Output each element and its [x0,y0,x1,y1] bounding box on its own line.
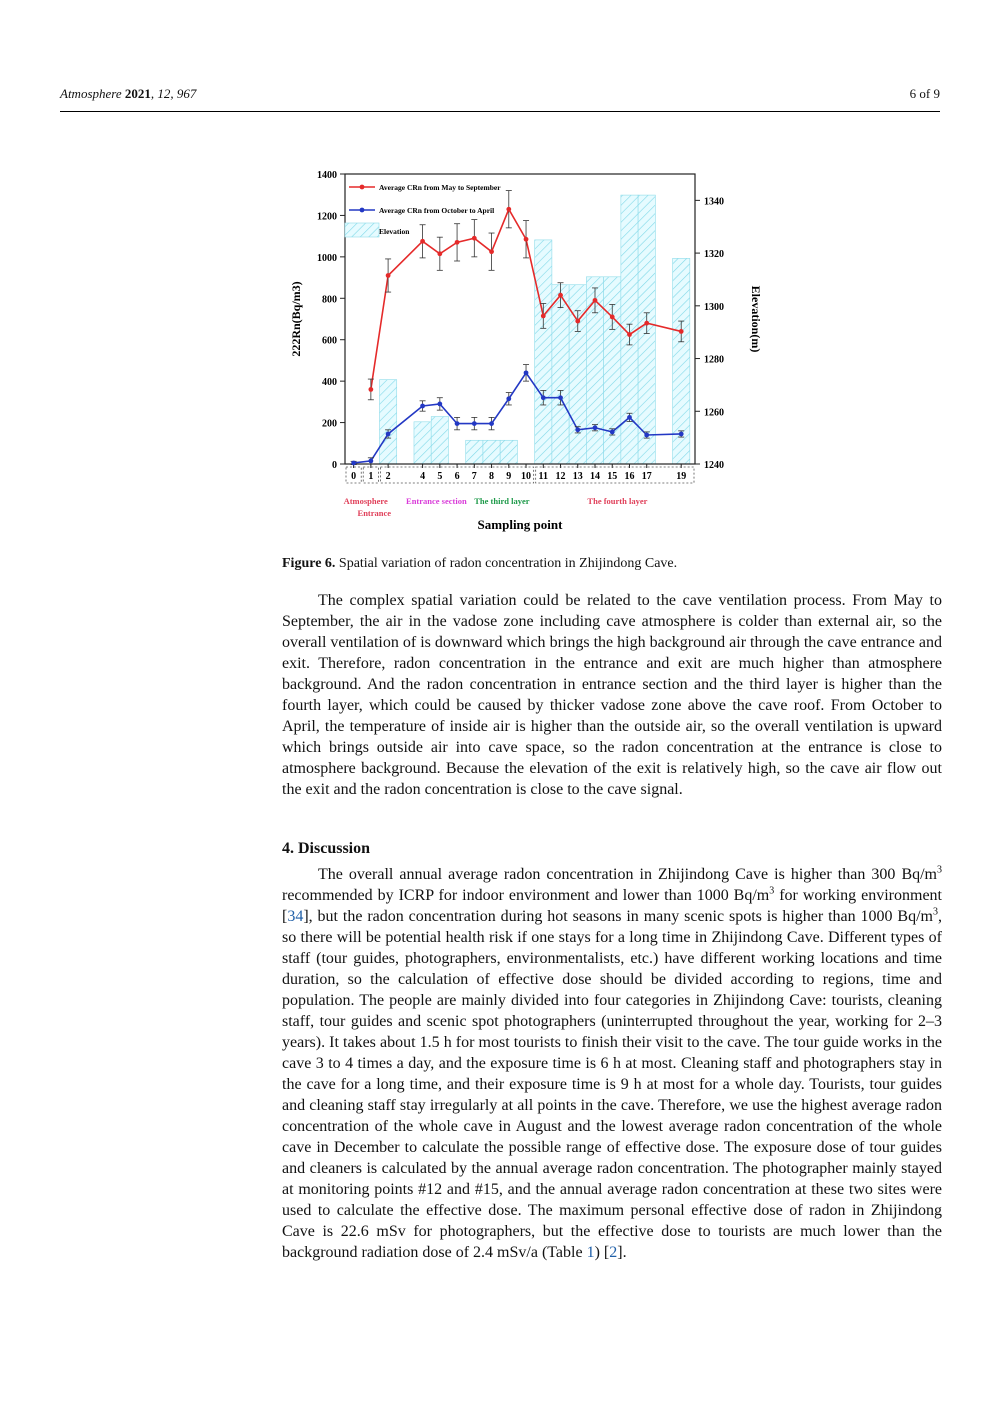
x-tick-label: 10 [521,471,532,482]
region-label: The fourth layer [587,496,648,506]
y-axis-title: 222Rn(Bq/m3) [289,281,303,357]
figure-caption [282,556,942,572]
data-point [541,395,546,400]
data-point [368,387,373,392]
data-point [679,432,684,437]
x-tick-label: 19 [676,471,687,482]
data-point [644,433,649,438]
y-tick-label: 800 [322,294,337,306]
data-point [351,461,356,466]
citation-2[interactable]: 2 [609,1244,618,1261]
p2-part-g: ]. [617,1244,627,1261]
y-tick-label: 0 [332,460,337,471]
legend-marker [360,185,365,190]
y2-tick-label: 1340 [704,196,724,208]
radon-chart [282,162,762,542]
x-tick-label: 11 [538,471,549,482]
p2-part-e: , so there will be potential health risk if one stays for a long time in Zhijindong Cave. Different types of staff (tour guides, photographers, environmentalists, etc.) have different working locations and time duration, so the calculation of effective dose should be divided according to regions, time and population. The people are mainly divided into four categories in Zhijindong Cave: tourists, cleaning staff, tour guides and scenic spot photographers (uninterrupted throughout the year, working for 2–3 years). It takes about 1.5 h for most tourists to finish their visit to the cave. The tour guide works in the cave 3 to 4 times a day, and the exposure time is 6 h at most. Cleaning staff and photographers stay in the cave for a long time, and their exposure time is 9 h at most for a whole day. Tourists, tour guides and cleaning staff stay irregularly at all points in the cave. Therefore, we use the highest average radon concentration of the whole cave in August and the lowest average radon concentration of the whole cave in December to calculate the possible range of effective dose. The exposure dose of tour guides and cleaners is calculated by the annual average radon concentration. The photographer mainly stayed at monitoring points #12 and #15, and the annual average radon concentration at these two sites were used to calculate the effective dose. The maximum personal effective dose of radon in Zhijindong Cave is 22.6 mSv for photographers, but the effective dose to tourists are much lower than the background radiation dose of 2.4 mSv/a (Table [282,908,942,1261]
y-tick-label: 1200 [317,211,337,223]
legend-swatch [345,223,379,237]
y2-tick-label: 1280 [704,354,724,366]
data-point [558,293,563,298]
data-point [420,404,425,409]
y-tick-label: 1000 [317,252,337,264]
data-point [420,239,425,244]
data-point [472,236,477,241]
data-point [489,421,494,426]
journal-volume: , 12, 967 [150,86,197,101]
caption-label: Figure 6. [282,556,336,571]
x-tick-label: 13 [572,471,583,482]
x-tick-label: 1 [368,471,374,482]
figure-6 [282,162,762,542]
data-point [506,396,511,401]
x-tick-label: 7 [471,471,477,482]
y-tick-label: 400 [322,377,337,389]
data-point [506,207,511,212]
data-point [455,421,460,426]
y2-axis-title: Elevation(m) [749,285,762,353]
p2-part-d: ], but the radon concentration during hot seasons in many scenic spots is higher than 1000 Bq/m [303,908,933,925]
data-point [541,313,546,318]
p2-part-a: The overall annual average radon concentration in Zhijindong Cave is higher than 300 Bq/m [318,866,937,883]
data-point [524,237,529,242]
elevation-bar [535,240,552,464]
journal-year: 2021 [124,86,151,101]
elevation-bar [552,285,569,464]
p2-sup-2: 3 [769,885,775,897]
p2-sup-3: 3 [933,906,938,918]
elevation-bar [379,380,396,464]
caption-text: Spatial variation of radon concentration in Zhijindong Cave. [335,556,678,571]
legend-label: Average CRn from May to September [379,183,501,192]
region-label: Entrance [357,508,392,518]
citation-34[interactable]: 34 [287,908,304,925]
x-tick-label: 15 [607,471,618,482]
x-axis-title: Sampling point [477,517,563,532]
data-point [627,332,632,337]
x-tick-label: 16 [624,471,635,482]
elevation-bar [500,440,517,464]
x-tick-label: 0 [351,471,357,482]
y2-tick-label: 1240 [704,460,724,471]
journal-citation [60,86,196,102]
elevation-bar [483,440,500,464]
region-label: The third layer [474,496,530,506]
p2-part-b: recommended by ICRP for indoor environment and lower than 1000 Bq/m [282,887,770,904]
x-tick-label: 14 [590,471,600,482]
data-point [575,427,580,432]
y2-tick-label: 1300 [704,301,724,313]
p2-part-f: ) [ [594,1244,610,1261]
data-point [593,425,598,430]
data-point [575,319,580,324]
x-tick-label: 9 [506,471,512,482]
data-point [558,395,563,400]
data-point [455,240,460,245]
elevation-bar [431,417,448,464]
paragraph-ventilation: The complex spatial variation could be related to the cave ventilation process. From May to September, the air in the vadose zone including cave atmosphere is colder than external air, so the overall ventilation of is downward which brings the high background air through the cave entrance and exit. Therefore, radon concentration in the entrance and exit are much higher than atmosphere background. And the radon concentration in entrance section and the third layer is higher than the fourth layer, which could be caused by thicker vadose zone above the cave roof. From October to April, the temperature of inside air is higher than the outside air, so the overall ventilation is upward which brings outside air into cave space, so the radon concentration at the entrance is close to atmosphere background. Because the elevation of the exit is relatively high, so the cave air flow out the exit and the radon concentration is close to the cave signal. [282,592,942,798]
y2-tick-label: 1320 [704,249,724,261]
data-point [437,402,442,407]
data-point [610,315,615,320]
region-label: Entrance section [406,496,467,506]
data-point [386,273,391,278]
paragraph-discussion [282,864,942,1263]
x-tick-label: 2 [385,471,391,482]
data-point [593,298,598,303]
x-tick-label: 12 [555,471,566,482]
legend-marker [360,208,365,213]
legend-label: Elevation [379,227,410,236]
p2-part-c: for working environment [ [282,887,942,925]
data-point [472,421,477,426]
page-header [60,86,940,106]
data-point [437,251,442,256]
journal-name: Atmosphere [60,86,122,101]
x-tick-label: 17 [641,471,652,482]
x-tick-label: 8 [489,471,495,482]
data-point [627,415,632,420]
y-tick-label: 600 [322,335,337,347]
data-point [679,329,684,334]
table-1-link[interactable]: 1 [586,1244,595,1261]
data-point [644,321,649,326]
data-point [489,249,494,254]
data-point [610,429,615,434]
y2-tick-label: 1260 [704,407,724,419]
data-point [524,370,529,375]
elevation-bar [414,422,431,464]
p2-sup-1: 3 [937,864,942,876]
x-tick-label: 4 [420,471,426,482]
y-tick-label: 1400 [317,170,337,181]
x-tick-label: 5 [437,471,443,482]
page-number: 6 of 9 [909,86,940,101]
region-label: Atmosphere [343,496,388,506]
data-point [368,458,373,463]
section-heading: 4. Discussion [282,840,371,857]
data-point [386,432,391,437]
y-tick-label: 200 [322,418,337,430]
header-rule [60,111,940,112]
elevation-bar [466,440,483,464]
legend-label: Average CRn from October to April [379,206,495,215]
x-tick-label: 6 [454,471,460,482]
